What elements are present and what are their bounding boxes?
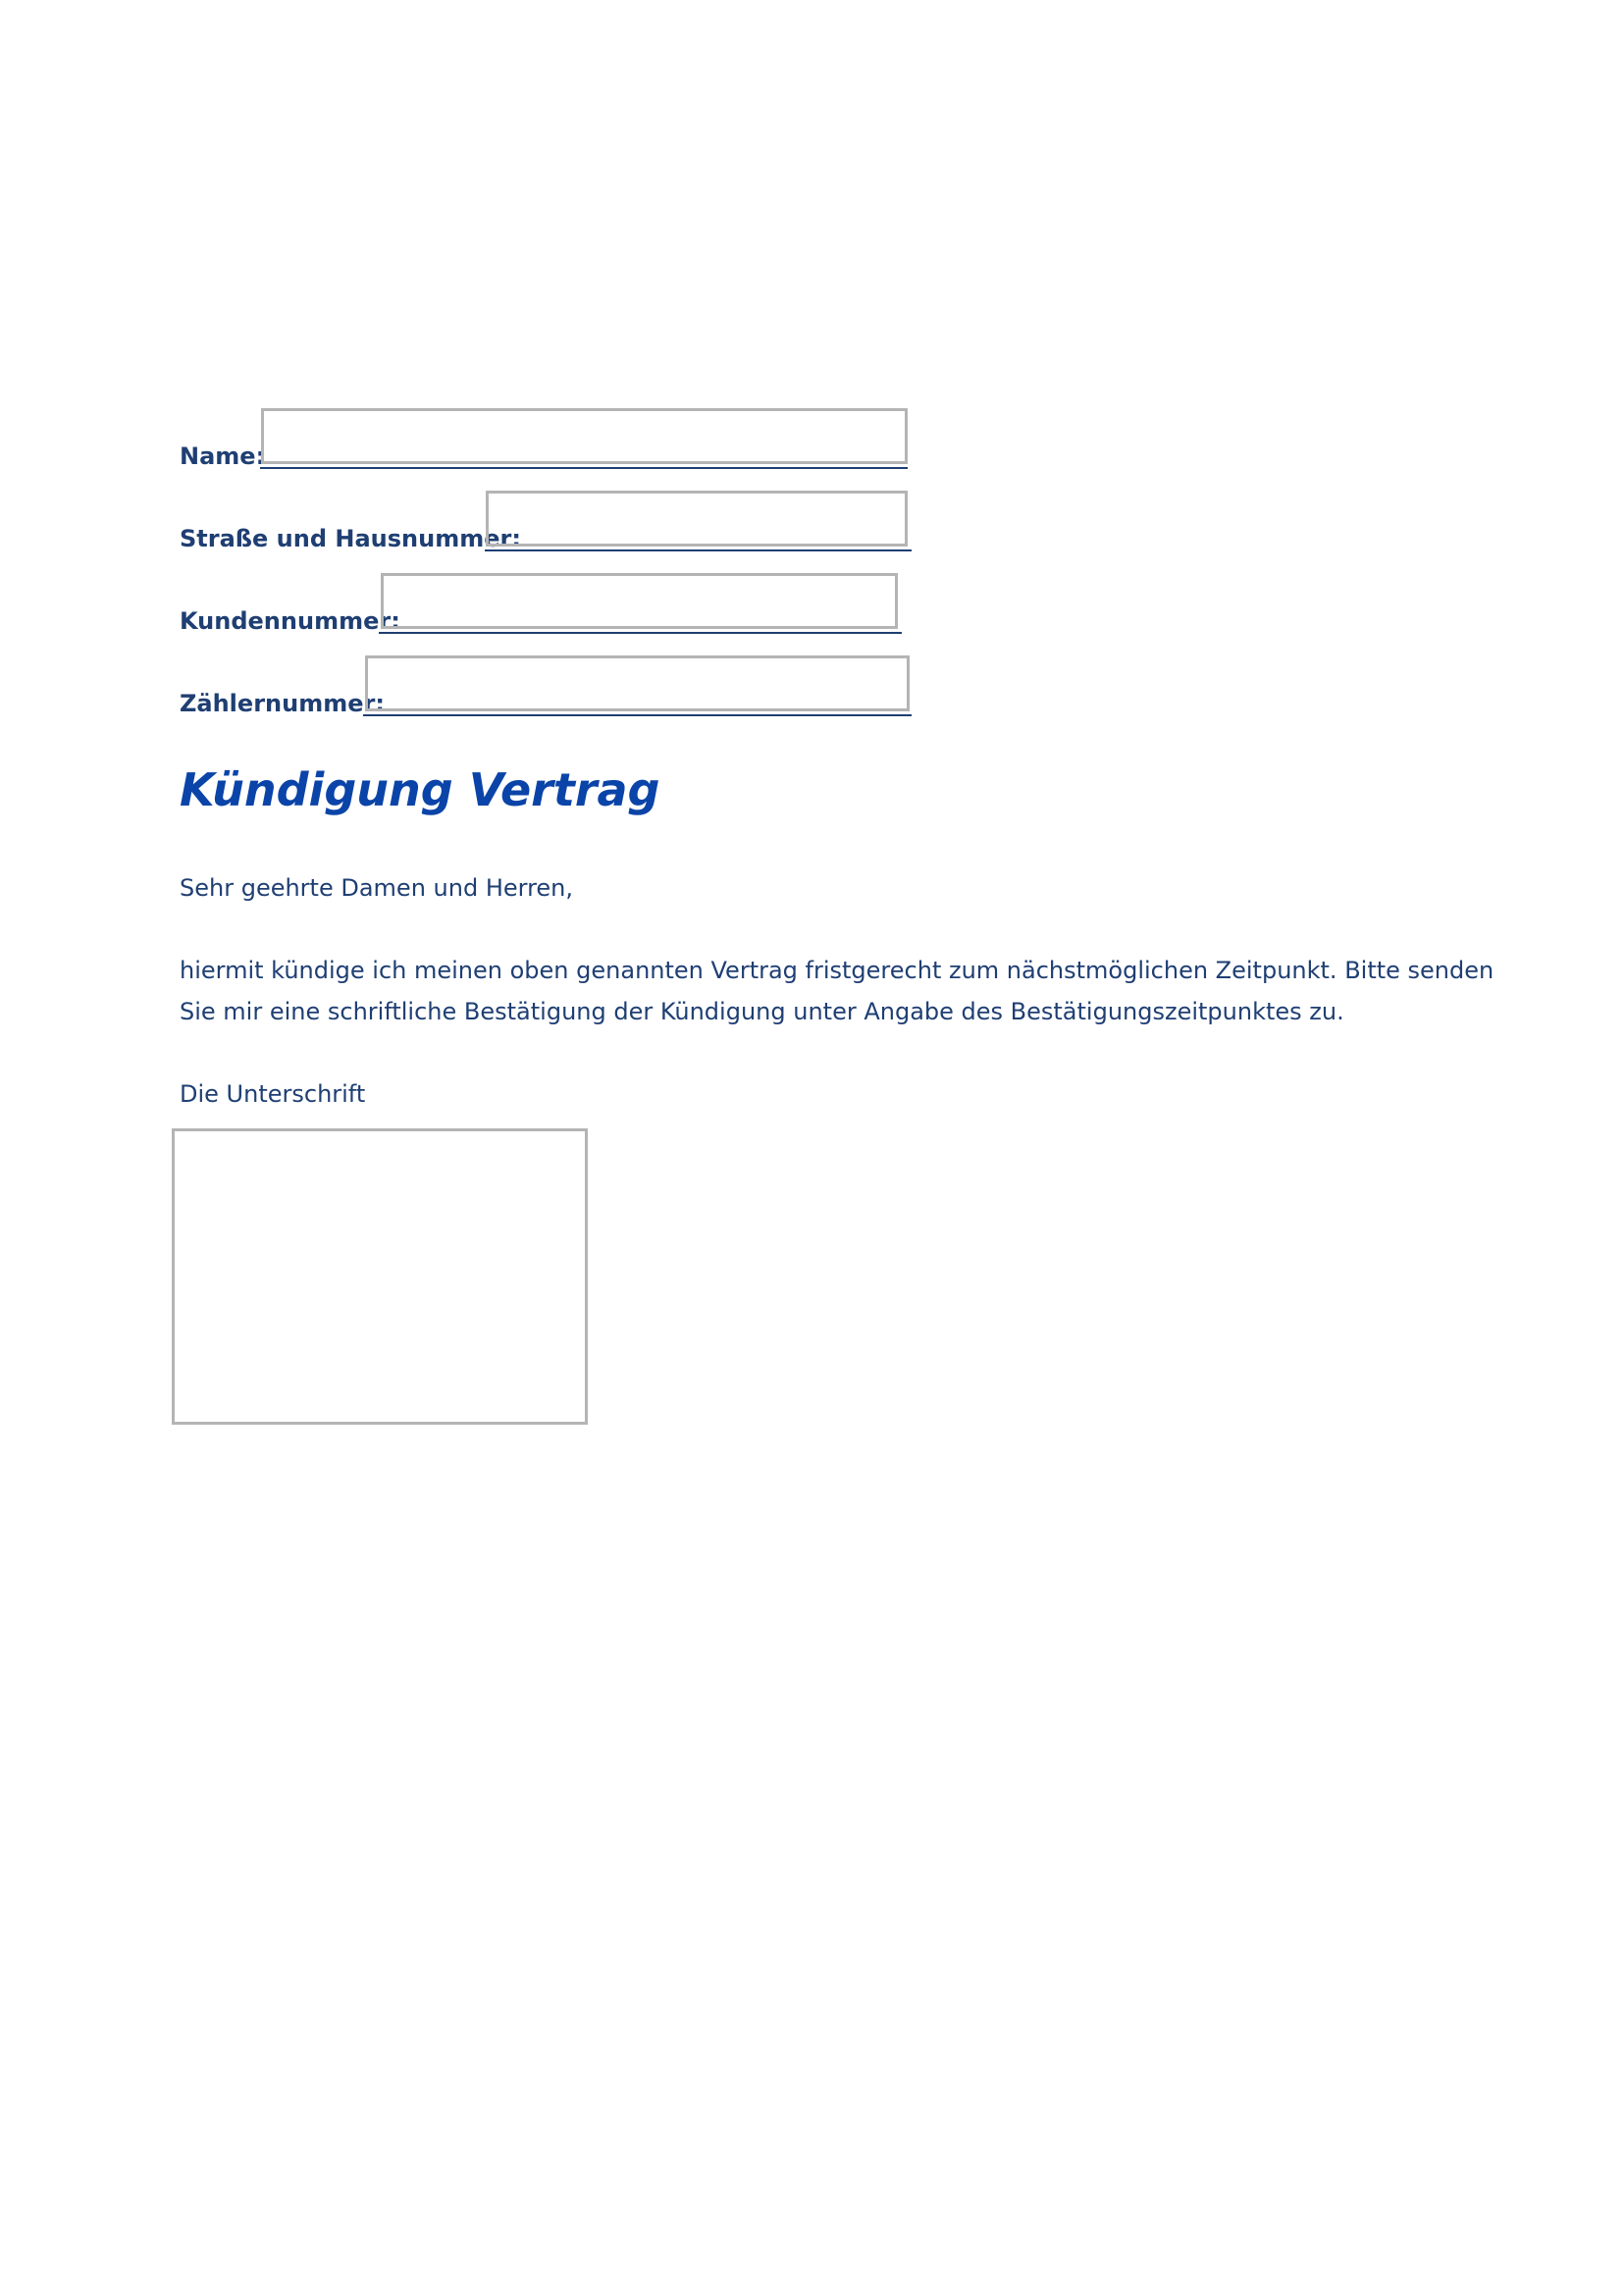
meter-number-input[interactable]: [365, 655, 910, 711]
name-input[interactable]: [261, 408, 908, 464]
body-line-2: Sie mir eine schriftliche Bestätigung der Kündigung unter Angabe des Bestätigungszeitpunktes zu.: [180, 998, 1344, 1025]
customer-number-label: Kundennummer:: [180, 607, 400, 635]
customer-number-underline: [379, 632, 902, 634]
name-label: Name:: [180, 443, 266, 470]
signature-label: Die Unterschrift: [180, 1080, 366, 1108]
street-label: Straße und Hausnummer:: [180, 525, 521, 552]
street-input[interactable]: [486, 491, 908, 547]
body-line-1: hiermit kündige ich meinen oben genannten Vertrag fristgerecht zum nächstmöglichen Zeitpunkt. Bitte senden: [180, 957, 1494, 984]
meter-number-label: Zählernummer:: [180, 690, 385, 717]
customer-number-input[interactable]: [381, 573, 898, 629]
street-underline: [485, 549, 912, 551]
page-title: Kündigung Vertrag: [180, 763, 660, 816]
salutation: Sehr geehrte Damen und Herren,: [180, 874, 574, 902]
name-underline: [260, 467, 908, 469]
meter-number-underline: [363, 714, 912, 716]
signature-field[interactable]: [172, 1128, 588, 1425]
